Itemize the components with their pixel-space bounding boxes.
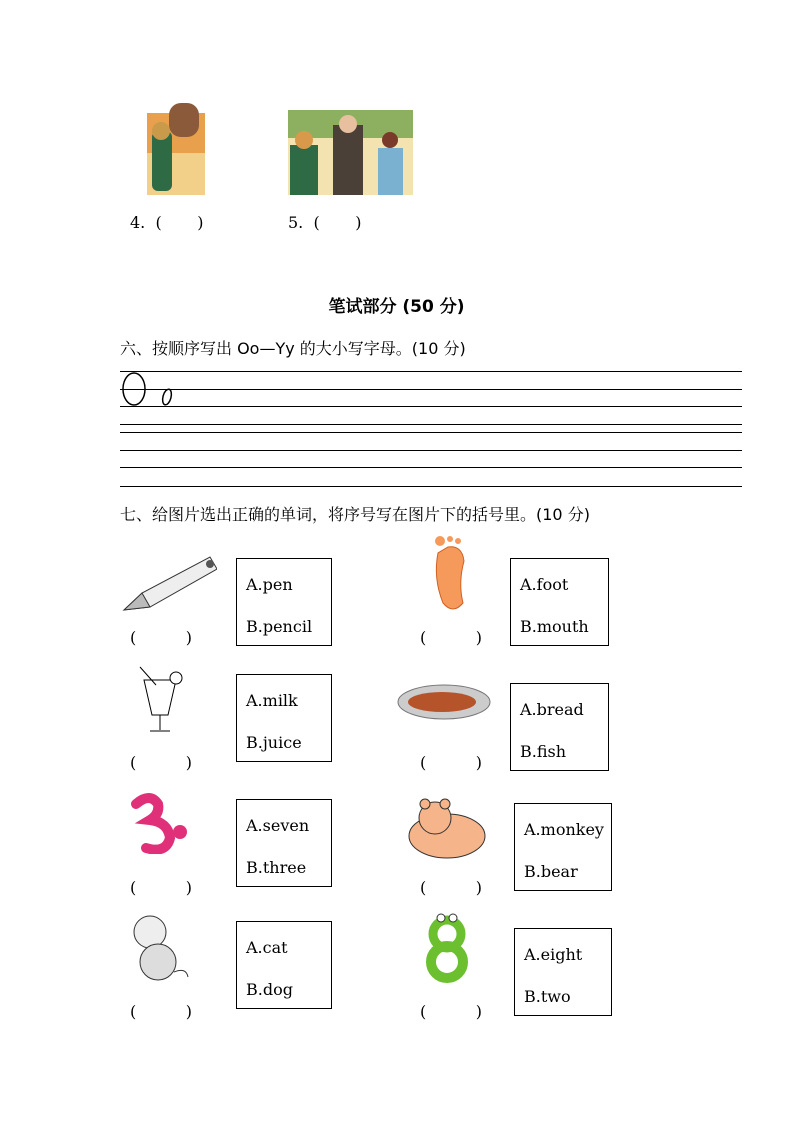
option-box-bear xyxy=(514,803,612,891)
answer-bracket[interactable] xyxy=(130,878,192,897)
writing-line xyxy=(120,467,742,468)
answer-bracket[interactable] xyxy=(130,753,192,772)
option-b: B.mouth xyxy=(520,617,589,636)
writing-line xyxy=(120,371,742,372)
fish-plate-picture xyxy=(396,682,492,722)
section-title: 笔试部分 (50 分) xyxy=(328,297,465,317)
option-box-fish xyxy=(510,683,609,771)
bracket-close: ) xyxy=(197,213,204,232)
option-box-eight xyxy=(514,928,612,1016)
option-a: A.cat xyxy=(246,938,288,957)
bracket-close: ) xyxy=(185,753,192,772)
bracket-open: ( xyxy=(130,753,137,772)
bracket-open: ( xyxy=(130,628,137,647)
option-box-juice xyxy=(236,674,332,762)
bracket-open: ( xyxy=(420,878,427,897)
writing-line xyxy=(120,432,742,433)
bracket-close: ) xyxy=(355,213,362,232)
option-box-dog xyxy=(236,921,332,1009)
bear-picture xyxy=(405,798,489,860)
listening-item-4 xyxy=(130,213,204,232)
bracket-close: ) xyxy=(185,628,192,647)
answer-blank[interactable]: ( xyxy=(155,213,162,232)
three-picture xyxy=(128,792,190,854)
option-b: B.juice xyxy=(246,733,302,752)
dog-picture xyxy=(128,912,190,987)
option-b: B.bear xyxy=(524,862,578,881)
option-b: B.two xyxy=(524,987,571,1006)
bear-shop-picture xyxy=(147,103,205,195)
people-greeting-picture xyxy=(288,110,413,195)
option-a: A.milk xyxy=(246,691,298,710)
option-box-three xyxy=(236,799,332,887)
bracket-open: ( xyxy=(420,753,427,772)
bracket-open: ( xyxy=(130,1002,137,1021)
option-b: B.pencil xyxy=(246,617,313,636)
bracket-open: ( xyxy=(130,878,137,897)
q6-title: 六、按顺序写出 Oo—Yy 的大小写字母。(10 分) xyxy=(120,339,466,358)
bracket-open: ( xyxy=(420,1002,427,1021)
writing-line xyxy=(120,389,742,390)
eight-picture xyxy=(417,912,479,984)
pencil-picture xyxy=(122,555,217,615)
item-number: 4. xyxy=(130,213,146,232)
answer-blank[interactable]: ( xyxy=(313,213,320,232)
sample-letters-Oo xyxy=(120,370,180,410)
answer-bracket[interactable] xyxy=(420,628,482,647)
writing-line xyxy=(120,450,742,451)
bracket-open: ( xyxy=(420,628,427,647)
bracket-close: ) xyxy=(185,1002,192,1021)
juice-picture xyxy=(136,665,184,735)
option-a: A.seven xyxy=(246,816,310,835)
option-a: A.bread xyxy=(520,700,584,719)
bracket-close: ) xyxy=(185,878,192,897)
bracket-close: ) xyxy=(475,878,482,897)
item-number: 5. xyxy=(288,213,304,232)
writing-line xyxy=(120,424,742,425)
listening-item-5 xyxy=(288,213,362,232)
option-a: A.eight xyxy=(524,945,583,964)
writing-line xyxy=(120,486,742,487)
option-box-pencil xyxy=(236,558,332,646)
answer-bracket[interactable] xyxy=(130,1002,192,1021)
answer-bracket[interactable] xyxy=(130,628,192,647)
option-box-foot xyxy=(510,558,609,646)
foot-picture xyxy=(428,533,473,615)
option-b: B.dog xyxy=(246,980,293,999)
option-b: B.three xyxy=(246,858,307,877)
q7-title: 七、给图片选出正确的单词，将序号写在图片下的括号里。(10 分) xyxy=(120,505,590,524)
option-a: A.pen xyxy=(246,575,293,594)
bracket-close: ) xyxy=(475,628,482,647)
answer-bracket[interactable] xyxy=(420,1002,482,1021)
option-a: A.foot xyxy=(520,575,569,594)
option-b: B.fish xyxy=(520,742,567,761)
bracket-close: ) xyxy=(475,1002,482,1021)
writing-line xyxy=(120,406,742,407)
answer-bracket[interactable] xyxy=(420,753,482,772)
bracket-close: ) xyxy=(475,753,482,772)
option-a: A.monkey xyxy=(524,820,604,839)
answer-bracket[interactable] xyxy=(420,878,482,897)
